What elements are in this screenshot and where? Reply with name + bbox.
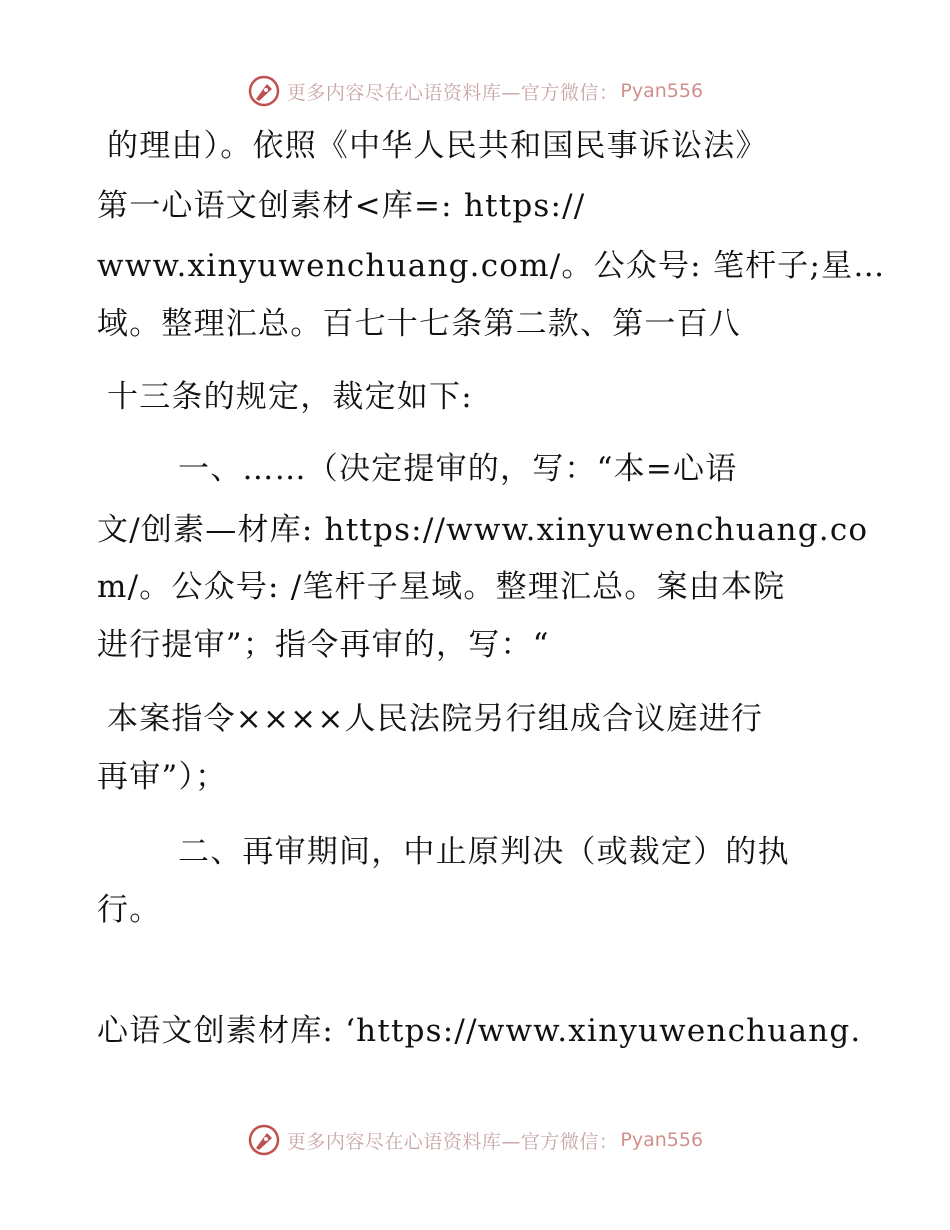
body-line-2: 第一心语文创素材<库=: https:// <box>97 188 586 224</box>
watermark-text: 更多内容尽在心语资料库—官方微信： <box>286 81 619 104</box>
watermark-footer <box>0 1120 950 1160</box>
body-line-4: 域。整理汇总。百七十七条第二款、第一百八 <box>97 306 741 342</box>
body-line-7: 文/创素—材库: https://www.xinyuwenchuang.co <box>97 512 869 548</box>
pen-nib-logo-icon <box>247 1123 281 1157</box>
body-line-8: m/。公众号: /笔杆子星域。整理汇总。案由本院 <box>97 569 786 605</box>
watermark-wechat-id: Pyan556 <box>620 1129 704 1151</box>
body-line-6: 一、……（决定提审的，写：“本=心语 <box>178 451 738 487</box>
body-line-10: 本案指令××××人民法院另行组成合议庭进行 <box>107 701 764 737</box>
body-line-9: 进行提审”；指令再审的，写：“ <box>97 627 550 663</box>
watermark-text: 更多内容尽在心语资料库—官方微信： <box>286 1130 619 1153</box>
body-line-14: 心语文创素材库: ‘https://www.xinyuwenchuang. <box>97 1013 862 1049</box>
watermark-wechat-id: Pyan556 <box>620 80 704 102</box>
body-line-5: 十三条的规定，裁定如下: <box>107 379 473 415</box>
body-line-3: www.xinyuwenchuang.com/。公众号: 笔杆子;星… <box>97 248 886 284</box>
body-line-11: 再审”）； <box>97 759 228 795</box>
watermark-header <box>0 71 950 111</box>
pen-nib-logo-icon <box>247 74 281 108</box>
body-line-12: 二、再审期间，中止原判决（或裁定）的执 <box>178 834 790 870</box>
body-line-13: 行。 <box>97 892 162 928</box>
body-line-1: 的理由）。依照《中华人民共和国民事诉讼法》 <box>107 128 768 164</box>
